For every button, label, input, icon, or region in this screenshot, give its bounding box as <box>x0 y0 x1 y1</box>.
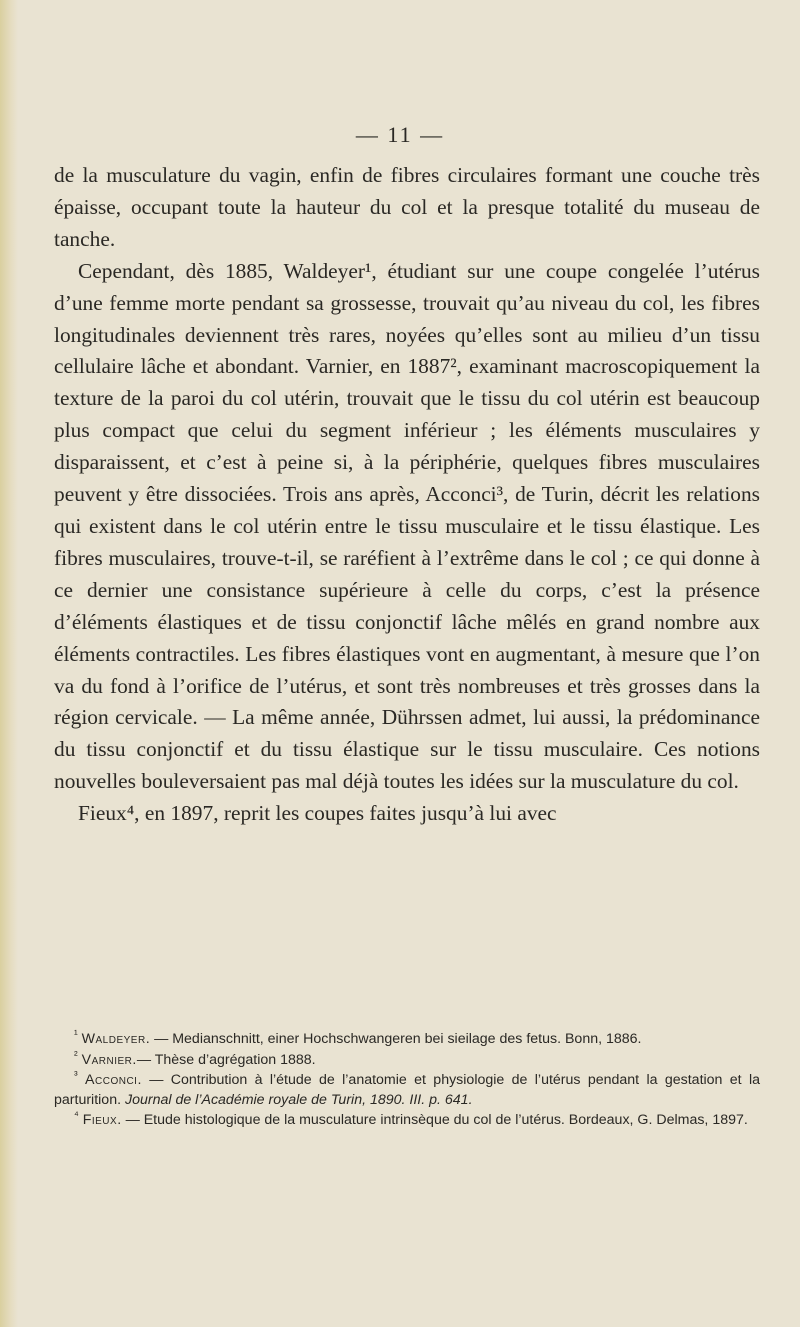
footnote-mark: ³ <box>74 1069 78 1082</box>
paragraph-main: Cependant, dès 1885, Waldeyer¹, étudiant sur une coupe congelée l’utérus d’une femme morte pendant sa grossesse, trouvait qu’au niveau du col, les fibres longitudinales deviennent très rares, noyées qu’elles sont au milieu d’un tissu cellulaire lâche et abondant. Varnier, en 1887², examinant macroscopiquement la texture de la paroi du col utérin, trouvait que le tissu du col utérin est beaucoup plus compact que celui du segment inférieur ; les éléments musculaires y disparaissent, et c’est à peine si, à la périphérie, quelques fibres musculaires peuvent y être dissociées. Trois ans après, Acconci³, de Turin, décrit les relations qui existent dans le col utérin entre le tissu musculaire et le tissu élastique. Les fibres musculaires, trouve-t-il, se raréfient à l’extrême dans le col ; ce qui donne à ce dernier une consistance supérieure à celle du corps, c’est la présence d’éléments élastiques et de tissu conjonctif lâche mêlés en grand nombre aux éléments contractiles. Les fibres élastiques vont en augmentant, à mesure que l’on va du fond à l’orifice de l’utérus, et sont très nombreuses et très grosses dans la région cervicale. — La même année, Dührssen admet, lui aussi, la prédominance du tissu conjonctif et du tissu élastique sur le tissu musculaire. Ces notions nouvelles bouleversaient pas mal déjà toutes les idées sur la musculature du col. <box>54 258 760 794</box>
paragraph-continuation: de la musculature du vagin, enfin de fibres circulaires formant une couche très épaisse, occupant toute la hauteur du col et la presque totalité du museau de tanche. <box>54 163 760 251</box>
footnote-text: — Thèse d’agrégation 1888. <box>136 1051 316 1068</box>
footnote-text: — Contribution à l’étude de l’anatomie et physiologie de l’utérus pendant la gestation et la parturition. <box>54 1072 761 1108</box>
footnotes <box>54 1030 760 1132</box>
footnote-author: Waldeyer. <box>81 1031 151 1047</box>
footnote-journal: Journal de l’Académie royale de Turin, 1890. III. p. 641. <box>124 1091 473 1108</box>
footnote-author: Fieux. <box>82 1112 122 1129</box>
body-text <box>54 160 760 830</box>
footnote-mark: ² <box>74 1048 78 1061</box>
footnote-mark: ¹ <box>74 1028 78 1041</box>
footnote-text: — Medianschnitt, einer Hochschwangeren bei sieilage des fetus. Bonn, 1886. <box>150 1031 642 1047</box>
footnote-mark: ⁴ <box>74 1109 79 1122</box>
page-number: — 11 — <box>355 122 445 147</box>
footnote-3 <box>54 1071 760 1110</box>
footnote-2 <box>54 1048 760 1071</box>
footnote-text: — Etude histologique de la musculature intrinsèque du col de l’utérus. Bordeaux, G. Delmas, 1897. <box>121 1112 748 1129</box>
footnote-author: Acconci. <box>85 1072 142 1089</box>
paragraph-fieux: Fieux⁴, en 1897, reprit les coupes faites jusqu’à lui avec <box>78 801 557 826</box>
footnote-1 <box>54 1030 760 1050</box>
footnote-author: Varnier. <box>81 1051 137 1068</box>
footnote-4 <box>54 1111 760 1131</box>
